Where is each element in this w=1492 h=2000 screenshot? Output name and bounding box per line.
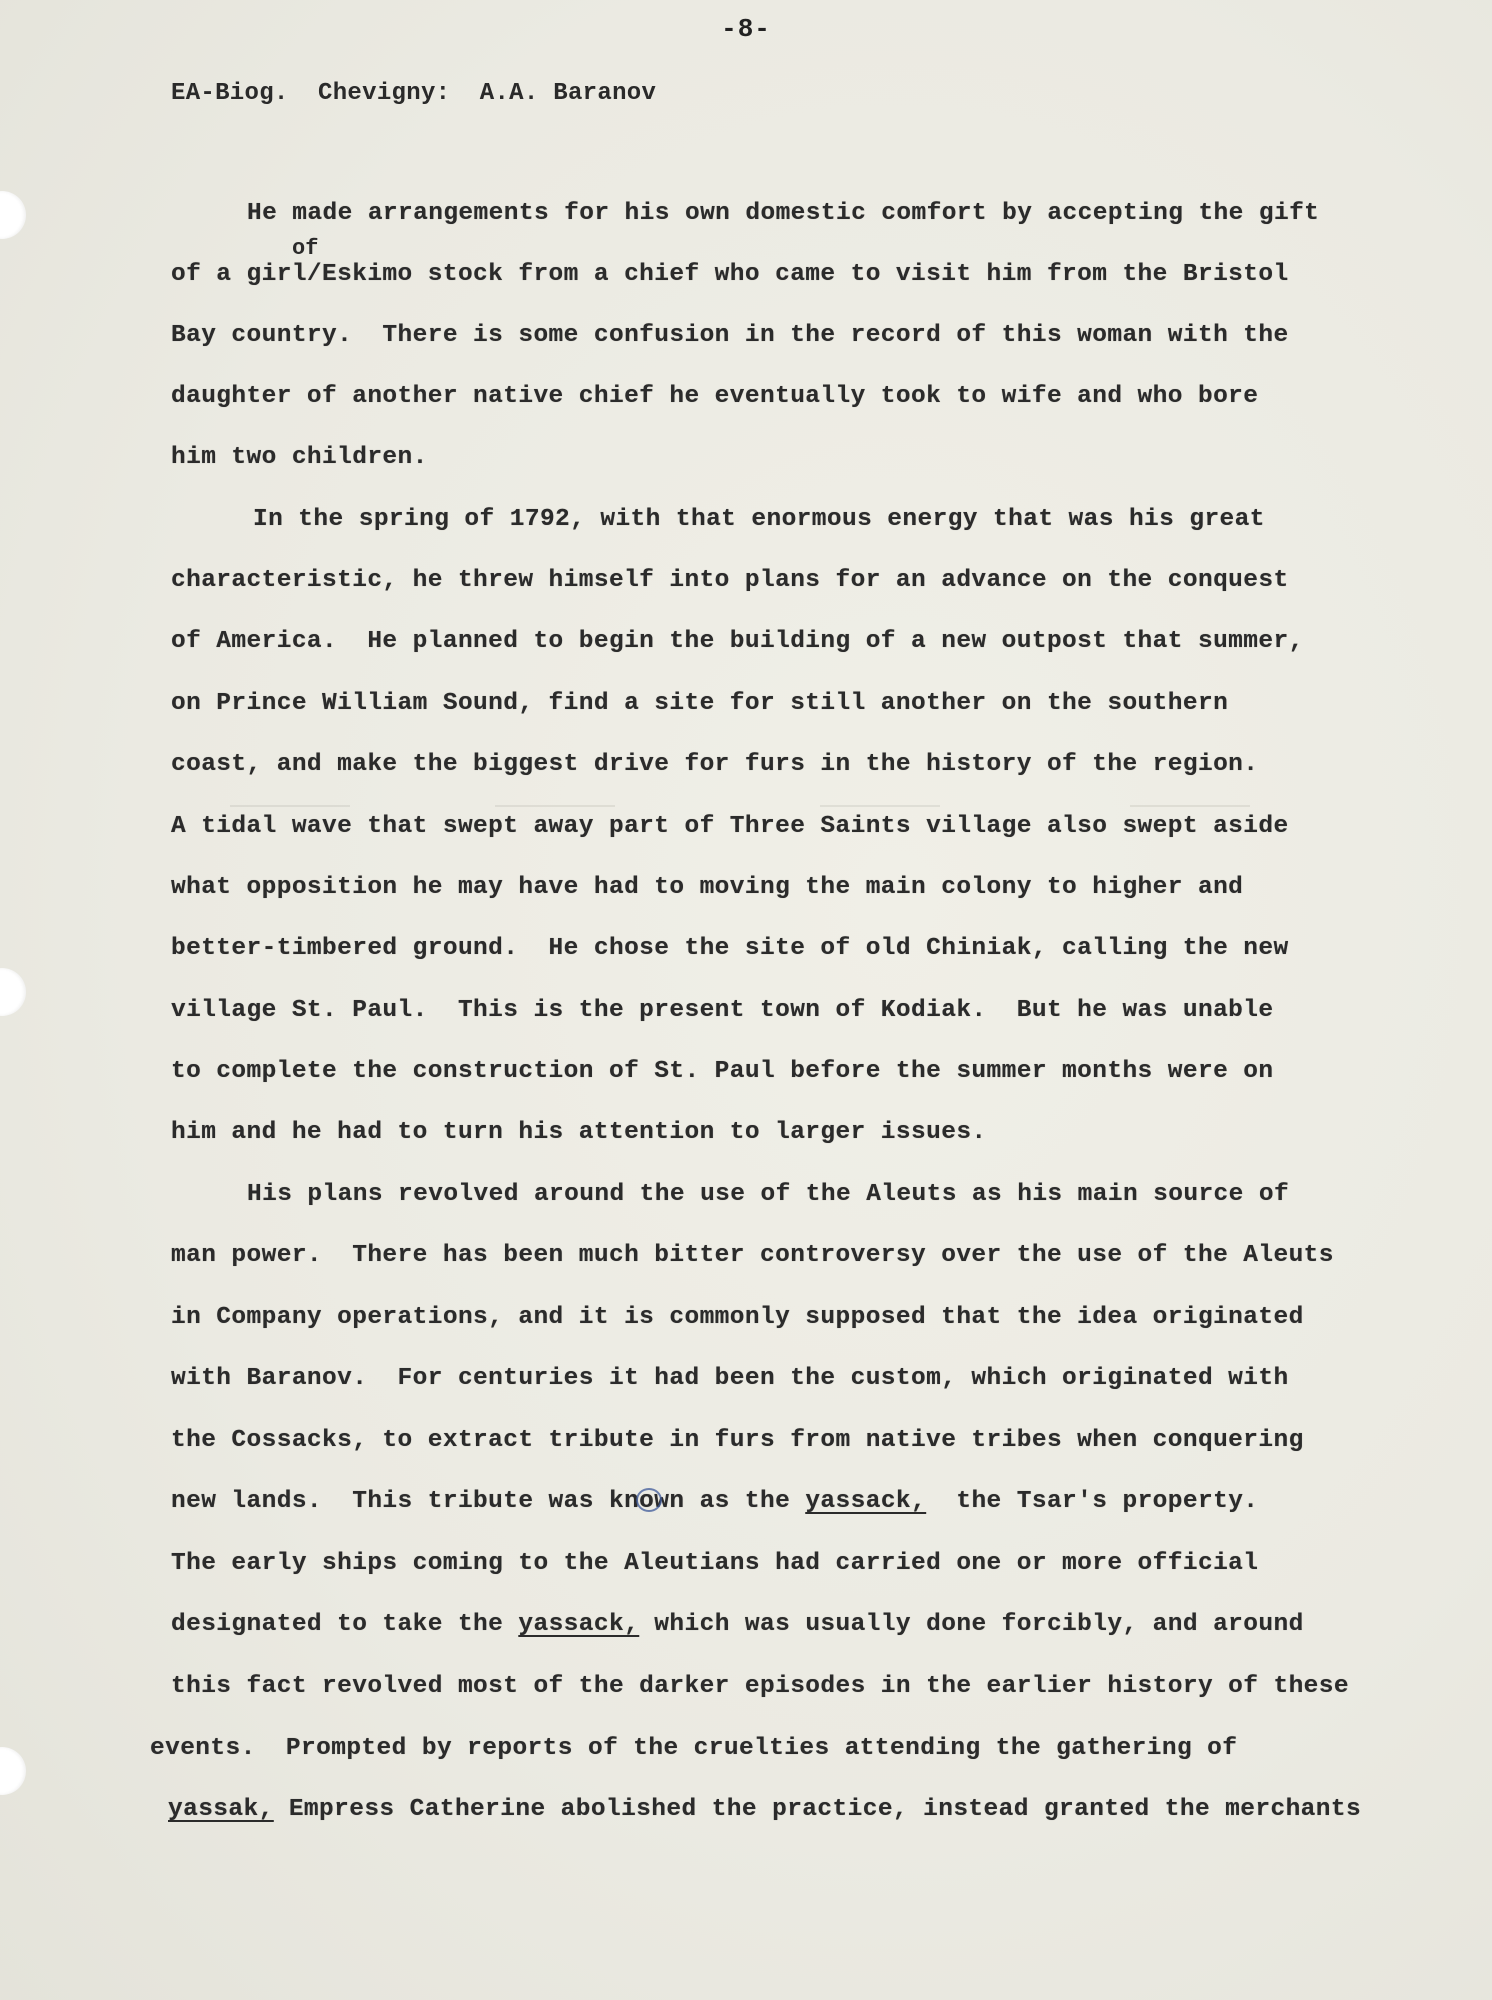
text-line: the Cossacks, to extract tribute in furs from native tribes when conquering bbox=[171, 1427, 1304, 1454]
text-line: with Baranov. For centuries it had been the custom, which originated with bbox=[171, 1365, 1289, 1392]
text-line: A tidal wave that swept away part of Three Saints village also swept aside bbox=[171, 813, 1289, 840]
document-header: EA-Biog. Chevigny: A.A. Baranov bbox=[171, 80, 657, 107]
punch-hole bbox=[0, 191, 26, 239]
show-through-mark bbox=[230, 805, 350, 807]
text-line bbox=[168, 1796, 1361, 1823]
text-line: in Company operations, and it is commonly supposed that the idea originated bbox=[171, 1304, 1304, 1331]
text-line: village St. Paul. This is the present town of Kodiak. But he was unable bbox=[171, 997, 1274, 1024]
text-segment: new lands. This tribute was known as the bbox=[171, 1488, 806, 1515]
text-line: him two children. bbox=[171, 444, 428, 471]
text-segment: designated to take the bbox=[171, 1611, 519, 1638]
text-line: His plans revolved around the use of the Aleuts as his main source of bbox=[247, 1181, 1290, 1208]
underlined-term: yassack, bbox=[805, 1488, 927, 1515]
show-through-mark bbox=[1130, 805, 1250, 807]
text-line: of a girl/Eskimo stock from a chief who came to visit him from the Bristol bbox=[171, 261, 1289, 288]
text-line: He made arrangements for his own domestic comfort by accepting the gift bbox=[247, 200, 1320, 227]
text-line: on Prince William Sound, find a site for still another on the southern bbox=[171, 690, 1229, 717]
punch-hole bbox=[0, 1747, 26, 1795]
text-line: Bay country. There is some confusion in the record of this woman with the bbox=[171, 322, 1289, 349]
text-line: daughter of another native chief he eventually took to wife and who bore bbox=[171, 383, 1259, 410]
text-line: The early ships coming to the Aleutians had carried one or more official bbox=[171, 1550, 1259, 1577]
page-number: -8- bbox=[721, 14, 771, 44]
text-line bbox=[171, 1488, 1258, 1515]
underlined-term: yassack, bbox=[518, 1611, 640, 1638]
text-segment: which was usually done forcibly, and around bbox=[639, 1611, 1304, 1638]
text-line: him and he had to turn his attention to larger issues. bbox=[171, 1119, 987, 1146]
show-through-mark bbox=[820, 805, 940, 807]
text-line: this fact revolved most of the darker episodes in the earlier history of these bbox=[171, 1673, 1349, 1700]
underlined-term: yassak, bbox=[168, 1796, 274, 1823]
text-line: better-timbered ground. He chose the site of old Chiniak, calling the new bbox=[171, 935, 1289, 962]
text-line: of America. He planned to begin the building of a new outpost that summer, bbox=[171, 628, 1304, 655]
text-segment: the Tsar's property. bbox=[926, 1488, 1259, 1515]
handwritten-insertion: of bbox=[292, 236, 319, 261]
text-line bbox=[171, 1611, 1304, 1638]
text-line: coast, and make the biggest drive for furs in the history of the region. bbox=[171, 751, 1259, 778]
show-through-mark bbox=[495, 805, 615, 807]
punch-hole bbox=[0, 968, 26, 1016]
text-line: characteristic, he threw himself into plans for an advance on the conquest bbox=[171, 567, 1289, 594]
text-segment: Empress Catherine abolished the practice, instead granted the merchants bbox=[273, 1796, 1362, 1823]
text-line: to complete the construction of St. Paul before the summer months were on bbox=[171, 1058, 1274, 1085]
handwritten-correction-mark bbox=[636, 1488, 662, 1512]
text-line: what opposition he may have had to moving the main colony to higher and bbox=[171, 874, 1244, 901]
text-line: events. Prompted by reports of the cruelties attending the gathering of bbox=[150, 1735, 1238, 1762]
text-line: In the spring of 1792, with that enormous energy that was his great bbox=[253, 506, 1265, 533]
text-line: man power. There has been much bitter controversy over the use of the Aleuts bbox=[171, 1242, 1334, 1269]
